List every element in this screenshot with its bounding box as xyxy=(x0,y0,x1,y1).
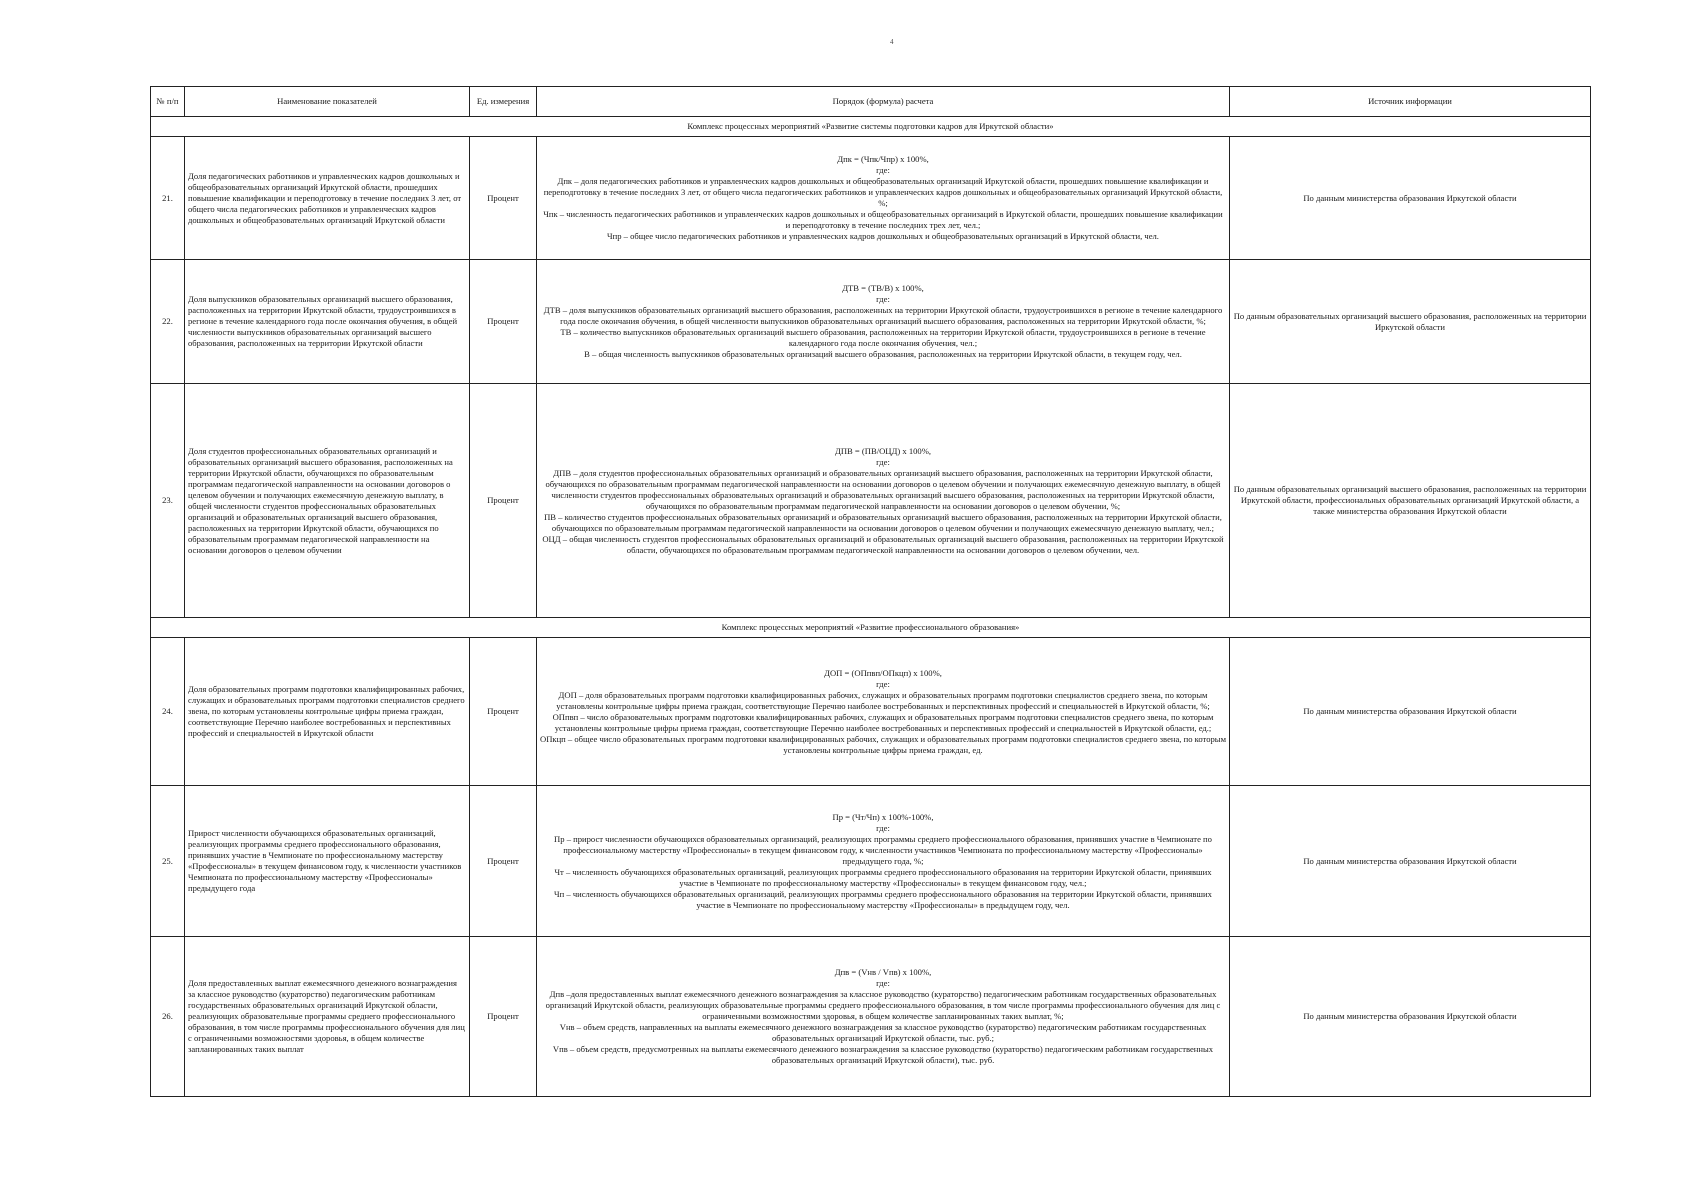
table-header-row xyxy=(151,87,1591,117)
table-row xyxy=(151,260,1591,384)
formula-line: где: xyxy=(876,165,890,175)
formula-line: Vнв – объем средств, направленных на выплаты ежемесячного денежного вознаграждения за классное руководство (кураторство) педагогическим работникам государственных образовательных организаций Иркутской области, тыс. руб.; xyxy=(559,1022,1207,1043)
row-number: 24. xyxy=(151,638,185,786)
section-row xyxy=(151,117,1591,137)
indicator-source: По данным министерства образования Иркутской области xyxy=(1230,937,1591,1097)
row-number: 22. xyxy=(151,260,185,384)
page-number: 4 xyxy=(890,38,894,46)
formula-line: Чпк – численность педагогических работников и управленческих кадров дошкольных и общеобразовательных организаций в Иркутской области, прошедших повышение квалификации и переподготовку в течение последних трех лет, чел.; xyxy=(543,209,1223,230)
indicator-source: По данным министерства образования Иркутской области xyxy=(1230,638,1591,786)
formula-line: где: xyxy=(876,678,890,689)
formula-line: где: xyxy=(876,456,890,467)
indicator-formula xyxy=(537,137,1230,260)
header-no: № п/п xyxy=(151,87,185,117)
section-title: Комплекс процессных мероприятий «Развитие профессионального образования» xyxy=(151,618,1591,638)
formula-line: Чт – численность обучающихся образовательных организаций, реализующих программы среднего профессионального образования на территории Иркутской области, принявших участие в Чемпионате по профессиональному мастерству «Профессионалы» в текущем финансовом году, чел.; xyxy=(554,866,1212,888)
row-number: 26. xyxy=(151,937,185,1097)
formula-line: Дпк – доля педагогических работников и управленческих кадров дошкольных и общеобразовательных организаций Иркутской области, прошедших повышение квалификации и переподготовку в течение последних 3 лет, от общего числа педагогических работников и управленческих кадров дошкольных и общеобразовательных организаций Иркутской области, %; xyxy=(543,176,1223,208)
header-name: Наименование показателей xyxy=(185,87,470,117)
indicator-formula xyxy=(537,786,1230,937)
indicator-formula xyxy=(537,260,1230,384)
formula-line: ОПпвп – число образовательных программ подготовки квалифицированных рабочих, служащих и образовательных программ подготовки специалистов среднего звена, по которым установлены контрольные цифры приема граждан, соответствующие Перечню наиболее востребованных и перспективных профессий и специальностей в Иркутской области, ед.; xyxy=(552,711,1214,733)
indicator-source: По данным образовательных организаций высшего образования, расположенных на территории Иркутской области, профессиональных образовательных организаций Иркутской области, а также министерства образования Иркутской области xyxy=(1230,384,1591,618)
formula-line: Дпв –доля предоставленных выплат ежемесячного денежного вознаграждения за классное руководство (кураторство) педагогическим работникам государственных образовательных организаций Иркутской области, реализующих образовательные программы среднего профессионального образования, в том числе программы профессионального обучения для лиц с ограниченными возможностями здоровья, в общем количестве запланированных таких выплат, %; xyxy=(545,989,1221,1021)
formula-line: где: xyxy=(876,294,890,304)
table-row xyxy=(151,137,1591,260)
header-formula: Порядок (формула) расчета xyxy=(537,87,1230,117)
indicator-unit: Процент xyxy=(470,384,537,618)
formula-line: В – общая численность выпускников образовательных организаций высшего образования, расположенных на территории Иркутской области, в текущем году, чел. xyxy=(584,349,1182,359)
formula-line: где: xyxy=(876,822,890,833)
formula-line: Чп – численность обучающихся образовательных организаций, реализующих программы среднего профессионального образования на территории Иркутской области, принявших участие в Чемпионате по профессиональному мастерству «Профессионалы» в предыдущем году, чел. xyxy=(554,888,1212,910)
indicator-formula xyxy=(537,384,1230,618)
indicator-formula xyxy=(537,937,1230,1097)
indicator-name: Доля педагогических работников и управленческих кадров дошкольных и общеобразовательных организаций Иркутской области, прошедших повышение квалификации и переподготовку в течение последних 3 лет, от общего числа педагогических работников и управленческих кадров дошкольных и общеобразовательных организаций Иркутской области xyxy=(185,137,470,260)
table-row xyxy=(151,786,1591,937)
formula-line: Vпв – объем средств, предусмотренных на выплаты ежемесячного денежного вознаграждения за классное руководство (кураторство) педагогическим работникам государственных образовательных организаций Иркутской области), тыс. руб. xyxy=(552,1044,1214,1065)
row-number: 21. xyxy=(151,137,185,260)
indicator-name: Прирост численности обучающихся образовательных организаций, реализующих программы среднего профессионального образования, принявших участие в Чемпионате по профессиональному мастерству «Профессионалы» в текущем финансовом году, к численности участников Чемпионата по профессиональному мастерству «Профессионалы» предыдущего года xyxy=(185,786,470,937)
formula-line: ПВ – количество студентов профессиональных образовательных организаций и образовательных организаций высшего образования, расположенных на территории Иркутской области, обучающихся по образовательным программам педагогической направленности на основании договоров о целевом обучении и получающих ежемесячную денежную выплату, чел.; xyxy=(544,511,1222,533)
formula-line: ОПкцп – общее число образовательных программ подготовки квалифицированных рабочих, служащих и образовательных программ подготовки специалистов среднего звена, по которым установлены контрольные цифры приема граждан, ед. xyxy=(540,733,1227,755)
formula-line: где: xyxy=(876,978,890,988)
formula-line: Дпк = (Чпк/Чпр) x 100%, xyxy=(837,154,929,164)
indicator-name: Доля выпускников образовательных организаций высшего образования, расположенных на территории Иркутской области, трудоустроившихся в регионе в течение календарного года после окончания обучения, в общей численности выпускников образовательных организаций высшего образования, расположенных на территории Иркутской области xyxy=(185,260,470,384)
indicator-unit: Процент xyxy=(470,937,537,1097)
section-title: Комплекс процессных мероприятий «Развитие системы подготовки кадров для Иркутской области» xyxy=(151,117,1591,137)
header-unit: Ед. измерения xyxy=(470,87,537,117)
formula-line: ОЦД – общая численность студентов профессиональных образовательных организаций и образовательных организаций высшего образования, расположенных на территории Иркутской области, обучающихся по образовательным программам педагогической направленности на основании договоров о целевом обучении, чел. xyxy=(542,533,1224,555)
table-row xyxy=(151,638,1591,786)
formula-line: ДПВ – доля студентов профессиональных образовательных организаций и образовательных организаций высшего образования, расположенных на территории Иркутской области, обучающихся по образовательным программам педагогической направленности на основании договоров о целевом обучении и получающих ежемесячную денежную выплату, в общей численности студентов профессиональных образовательных организаций и образовательных организаций высшего образования, расположенных на территории Иркутской области, обучающихся по образовательным программам педагогической направленности на основании договоров о целевом обучении, %; xyxy=(545,467,1221,511)
indicator-unit: Процент xyxy=(470,260,537,384)
indicator-source: По данным образовательных организаций высшего образования, расположенных на территории Иркутской области xyxy=(1230,260,1591,384)
section-row xyxy=(151,618,1591,638)
indicator-unit: Процент xyxy=(470,786,537,937)
formula-line: Пр – прирост численности обучающихся образовательных организаций, реализующих программы среднего профессионального образования, принявших участие в Чемпионате по профессиональному мастерству «Профессионалы» в текущем финансовом году, к численности участников Чемпионата по профессиональному мастерству «Профессионалы» предыдущего года, %; xyxy=(554,833,1212,866)
formula-line: Пр = (Чт/Чп) x 100%-100%, xyxy=(832,811,934,822)
table-row xyxy=(151,384,1591,618)
indicator-unit: Процент xyxy=(470,638,537,786)
indicators-table xyxy=(150,86,1591,1097)
formula-line: ДПВ = (ПВ/ОЦД) x 100%, xyxy=(834,445,932,456)
header-source: Источник информации xyxy=(1230,87,1591,117)
formula-line: ДОП = (ОПпвп/ОПкцп) x 100%, xyxy=(824,667,942,678)
row-number: 23. xyxy=(151,384,185,618)
formula-line: Чпр – общее число педагогических работников и управленческих кадров дошкольных и общеобразовательных организаций в Иркутской области, чел. xyxy=(607,231,1159,241)
indicator-unit: Процент xyxy=(470,137,537,260)
row-number: 25. xyxy=(151,786,185,937)
indicator-name: Доля студентов профессиональных образовательных организаций и образовательных организаций высшего образования, расположенных на территории Иркутской области, обучающихся по образовательным программам педагогической направленности на основании договоров о целевом обучении и получающих ежемесячную денежную выплату, в общей численности студентов профессиональных образовательных организаций и образовательных организаций высшего образования, расположенных на территории Иркутской области, обучающихся по образовательным программам педагогической направленности на основании договоров о целевом обучении xyxy=(185,384,470,618)
indicator-formula xyxy=(537,638,1230,786)
table-row xyxy=(151,937,1591,1097)
indicator-source: По данным министерства образования Иркутской области xyxy=(1230,137,1591,260)
indicator-name: Доля предоставленных выплат ежемесячного денежного вознаграждения за классное руководство (кураторство) педагогическим работникам государственных образовательных организаций Иркутской области, реализующих образовательные программы среднего профессионального образования, в том числе программы профессионального обучения для лиц с ограниченными возможностями здоровья, в общем количестве запланированных таких выплат xyxy=(185,937,470,1097)
indicator-source: По данным министерства образования Иркутской области xyxy=(1230,786,1591,937)
formula-line: Дпв = (Vнв / Vпв) x 100%, xyxy=(834,967,932,977)
formula-line: ТВ – количество выпускников образовательных организаций высшего образования, расположенных на территории Иркутской области, трудоустроившихся в регионе в течение календарного года после окончания обучения, чел.; xyxy=(560,327,1206,348)
formula-line: ДТВ = (ТВ/В) x 100%, xyxy=(842,283,924,293)
formula-line: ДОП – доля образовательных программ подготовки квалифицированных рабочих, служащих и образовательных программ подготовки специалистов среднего звена, по которым установлены контрольные цифры приема граждан, соответствующие Перечню наиболее востребованных и перспективных профессий и специальностей в Иркутской области, %; xyxy=(556,689,1210,711)
formula-line: ДТВ – доля выпускников образовательных организаций высшего образования, расположенных на территории Иркутской области, трудоустроившихся в регионе в течение календарного года после окончания обучения, в общей численности выпускников образовательных организаций высшего образования, расположенных на территории Иркутской области, %; xyxy=(543,305,1223,326)
indicator-name: Доля образовательных программ подготовки квалифицированных рабочих, служащих и образовательных программ подготовки специалистов среднего звена, по которым установлены контрольные цифры приема граждан, соответствующие Перечню наиболее востребованных и перспективных профессий и специальностей в Иркутской области xyxy=(185,638,470,786)
